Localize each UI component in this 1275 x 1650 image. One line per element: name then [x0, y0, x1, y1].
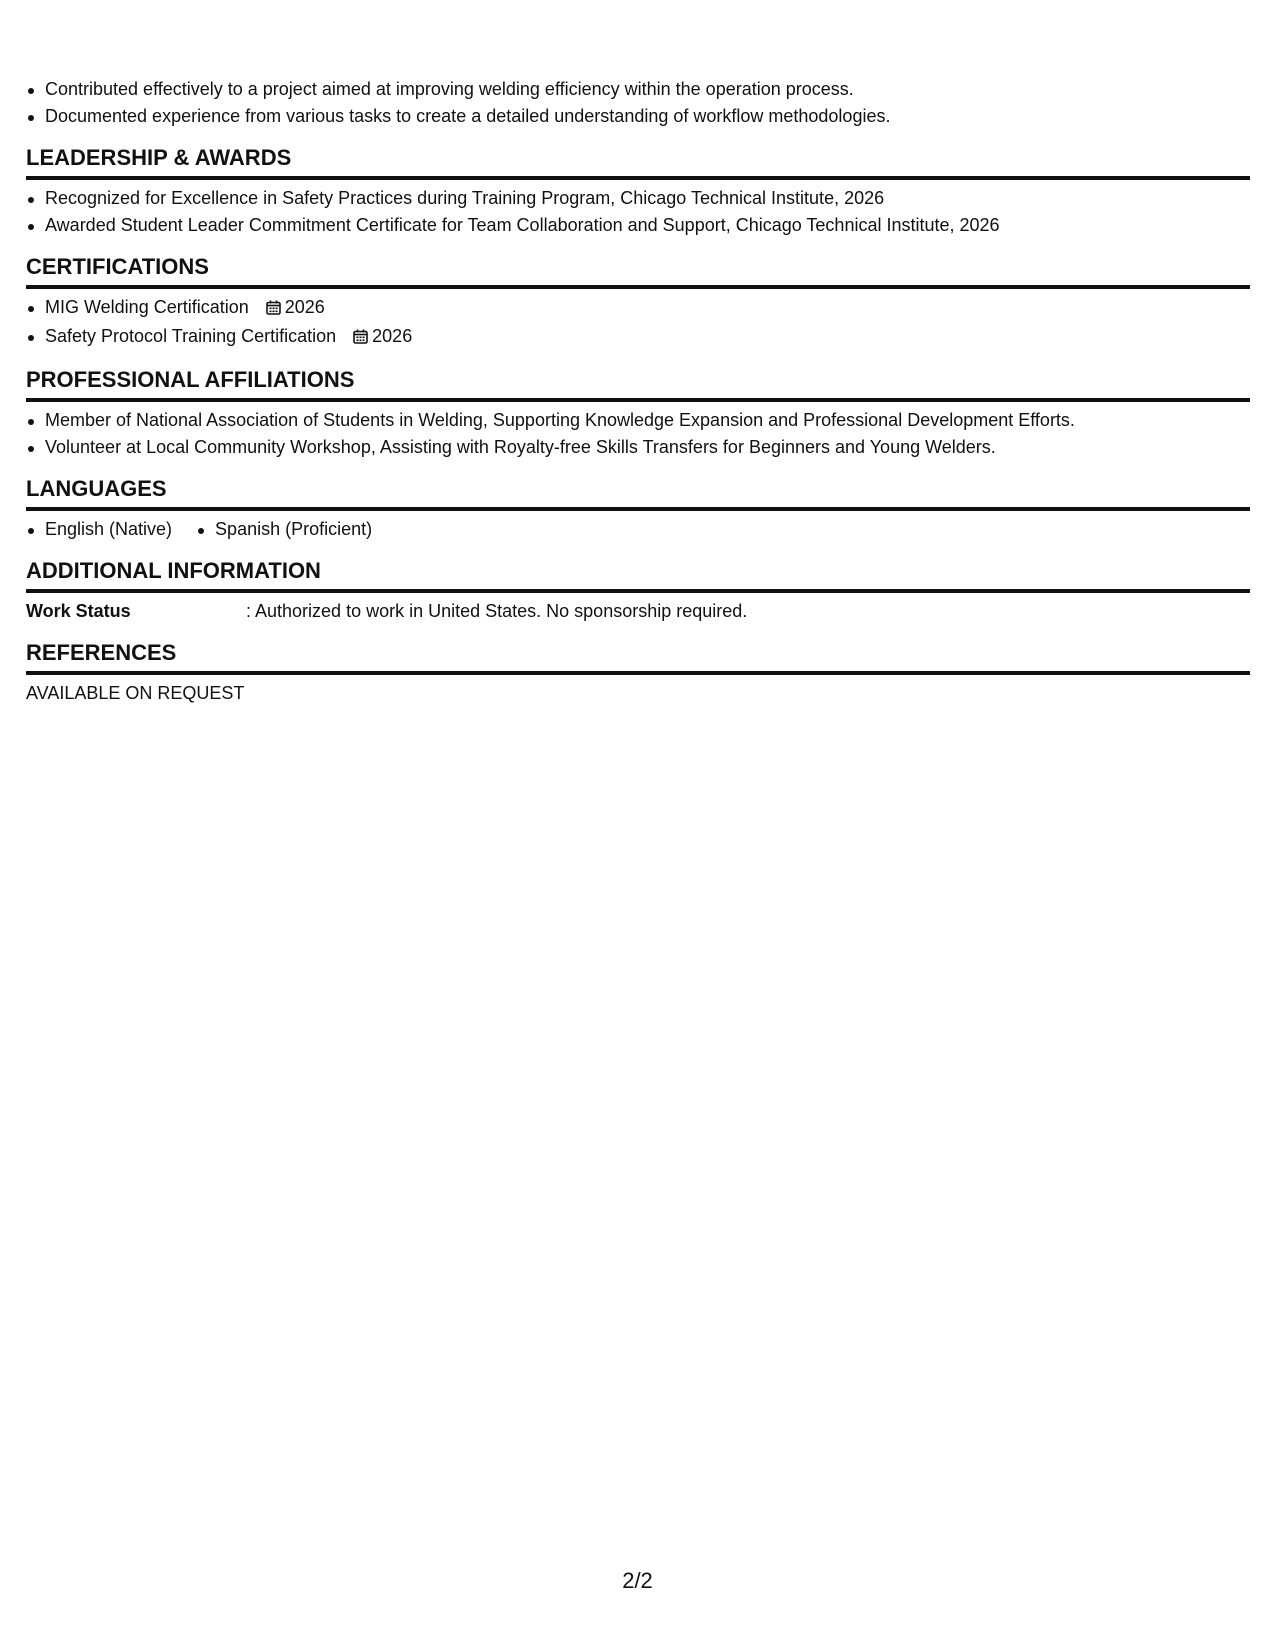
resume-page: [26, 76, 1250, 707]
section-title: REFERENCES: [26, 639, 1250, 675]
section-title: LANGUAGES: [26, 475, 1250, 511]
work-status-value: : Authorized to work in United States. No sponsorship required.: [246, 601, 748, 621]
list-item: Recognized for Excellence in Safety Practices during Training Program, Chicago Technical Institute, 2026: [26, 185, 1250, 212]
list-item: Volunteer at Local Community Workshop, Assisting with Royalty-free Skills Transfers for Beginners and Young Welders.: [26, 434, 1250, 461]
section-title: CERTIFICATIONS: [26, 253, 1250, 289]
work-status-row: [26, 598, 1250, 625]
certification-name: MIG Welding Certification: [45, 297, 249, 317]
calendar-icon: [266, 296, 281, 323]
list-item: Awarded Student Leader Commitment Certificate for Team Collaboration and Support, Chicago Technical Institute, 2026: [26, 212, 1250, 239]
certification-name: Safety Protocol Training Certification: [45, 326, 337, 346]
list-item: English (Native): [26, 516, 172, 543]
list-item: [26, 323, 1250, 352]
leadership-list: [26, 185, 1250, 239]
list-item: Contributed effectively to a project aimed at improving welding efficiency within the operation process.: [26, 76, 1250, 103]
affiliations-list: [26, 407, 1250, 461]
references-text: AVAILABLE ON REQUEST: [26, 683, 245, 703]
languages-list: [26, 516, 1250, 543]
additional-info-section: [26, 557, 1250, 625]
calendar-icon: [353, 325, 368, 352]
page-number: 2/2: [622, 1568, 653, 1593]
references-section: [26, 639, 1250, 707]
certification-year: 2026: [372, 326, 413, 346]
section-title: ADDITIONAL INFORMATION: [26, 557, 1250, 593]
experience-bullets: [26, 76, 1250, 130]
certifications-section: [26, 253, 1250, 352]
section-title: PROFESSIONAL AFFILIATIONS: [26, 366, 1250, 402]
certification-year: 2026: [284, 297, 325, 317]
list-item: [26, 294, 1250, 323]
languages-section: [26, 475, 1250, 543]
certifications-list: [26, 294, 1250, 352]
list-item: Documented experience from various tasks to create a detailed understanding of workflow methodologies.: [26, 103, 1250, 130]
section-title: LEADERSHIP & AWARDS: [26, 144, 1250, 180]
leadership-section: [26, 144, 1250, 239]
work-status-label: Work Status: [26, 601, 131, 621]
list-item: Member of National Association of Students in Welding, Supporting Knowledge Expansion and Professional Development Efforts.: [26, 407, 1250, 434]
list-item: Spanish (Proficient): [196, 516, 372, 543]
affiliations-section: [26, 366, 1250, 461]
